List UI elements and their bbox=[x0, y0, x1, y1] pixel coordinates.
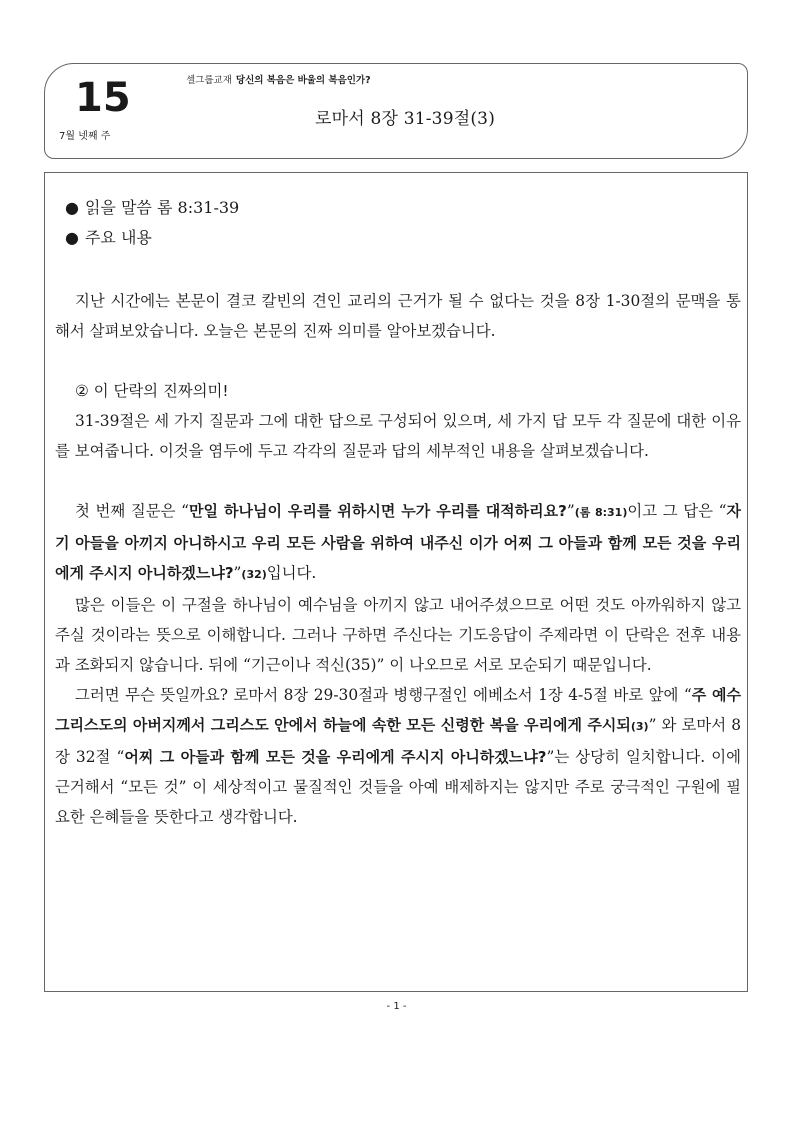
ephesians-reference: (3) bbox=[630, 720, 649, 733]
question-quote: 만일 하나님이 우리를 위하시면 누가 우리를 대적하리요? bbox=[189, 502, 567, 520]
paragraph-structure: 31-39절은 세 가지 질문과 그에 대한 답으로 구성되어 있으며, 세 가지 답 모두 각 질문에 대한 이유를 보여줍니다. 이것을 염두에 두고 각각의 질문과 답의 세부적인 내용을 살펴보겠습니다. bbox=[55, 412, 741, 460]
paragraph-first-question bbox=[55, 496, 741, 590]
answer-reference: (32) bbox=[241, 568, 267, 581]
lesson-content-box bbox=[44, 172, 748, 992]
text-run: ”는 상당히 일치합니다. 이에 근거해서 “모든 것” 이 세상적이고 물질적인 것들을 아예 배제하지는 않지만 주로 궁극적인 구원에 필요한 은혜들을 뜻한다고 생각합니다. bbox=[55, 748, 741, 826]
series-line bbox=[186, 75, 371, 86]
body-text bbox=[55, 286, 741, 832]
week-label: 7월 넷째 주 bbox=[59, 131, 111, 142]
lesson-title: 로마서 8장 31-39절(3) bbox=[315, 109, 496, 129]
paragraph-common-view: 많은 이들은 이 구절을 하나님이 예수님을 아끼지 않고 내어주셨으므로 어떤 것도 아까워하지 않고 주실 것이라는 뜻으로 이해합니다. 그러나 구하면 주신다는 기도응답이 주제라면 이 단락은 전후 내용과 조화되지 않습니다. 뒤에 “기근이나 적신(35)” 이 나오므로 서로 모순되기 때문입니다. bbox=[55, 596, 741, 674]
content-bullet bbox=[65, 223, 239, 253]
paragraph-meaning bbox=[55, 680, 741, 832]
text-run: 입니다. bbox=[266, 564, 317, 582]
paragraph-spacer bbox=[55, 466, 741, 496]
bullet-dot-icon: ● bbox=[65, 228, 79, 247]
answer-quote: 자기 아들을 아끼지 아니하시고 우리 모든 사람을 위하여 내주신 이가 어찌 그 아들과 함께 모든 것을 우리에게 주시지 아니하겠느냐? bbox=[55, 502, 741, 582]
text-run: ” 와 로마서 8장 32절 “ bbox=[55, 716, 741, 766]
reading-reference: 롬 8:31-39 bbox=[156, 198, 240, 217]
text-run: ” bbox=[233, 564, 242, 582]
text-run: 그러면 무슨 뜻일까요? 로마서 8장 29-30절과 병행구절인 에베소서 1장 4-5절 바로 앞에 “ bbox=[75, 686, 692, 704]
text-run: 이고 그 답은 “ bbox=[627, 502, 727, 520]
question-reference: (롬 8:31) bbox=[574, 506, 628, 519]
ephesians-quote: 주 예수 그리스도의 아버지께서 그리스도 안에서 하늘에 속한 모든 신령한 복을 우리에게 주시되 bbox=[55, 686, 741, 734]
paragraph-spacer bbox=[55, 346, 741, 376]
text-run: ” bbox=[566, 502, 575, 520]
content-label: 주요 내용 bbox=[84, 228, 152, 247]
series-label: 셀그룹교재 bbox=[186, 75, 232, 86]
reading-label: 읽을 말씀 bbox=[84, 198, 152, 217]
series-title: 당신의 복음은 바울의 복음인가? bbox=[235, 75, 371, 86]
issue-number: 15 bbox=[75, 75, 131, 121]
bullet-list bbox=[65, 193, 239, 253]
romans-quote: 어찌 그 아들과 함께 모든 것을 우리에게 주시지 아니하겠느냐? bbox=[124, 748, 547, 766]
page-number: - 1 - bbox=[386, 1001, 407, 1012]
section-subheading: ② 이 단락의 진짜의미! bbox=[75, 382, 229, 400]
text-run: 첫 번째 질문은 “ bbox=[75, 502, 190, 520]
intro-paragraph: 지난 시간에는 본문이 결코 칼빈의 견인 교리의 근거가 될 수 없다는 것을 8장 1-30절의 문맥을 통해서 살펴보았습니다. 오늘은 본문의 진짜 의미를 알아보겠습니다. bbox=[55, 292, 741, 340]
reading-bullet bbox=[65, 193, 239, 223]
bullet-dot-icon: ● bbox=[65, 198, 79, 217]
lesson-header bbox=[44, 63, 748, 159]
